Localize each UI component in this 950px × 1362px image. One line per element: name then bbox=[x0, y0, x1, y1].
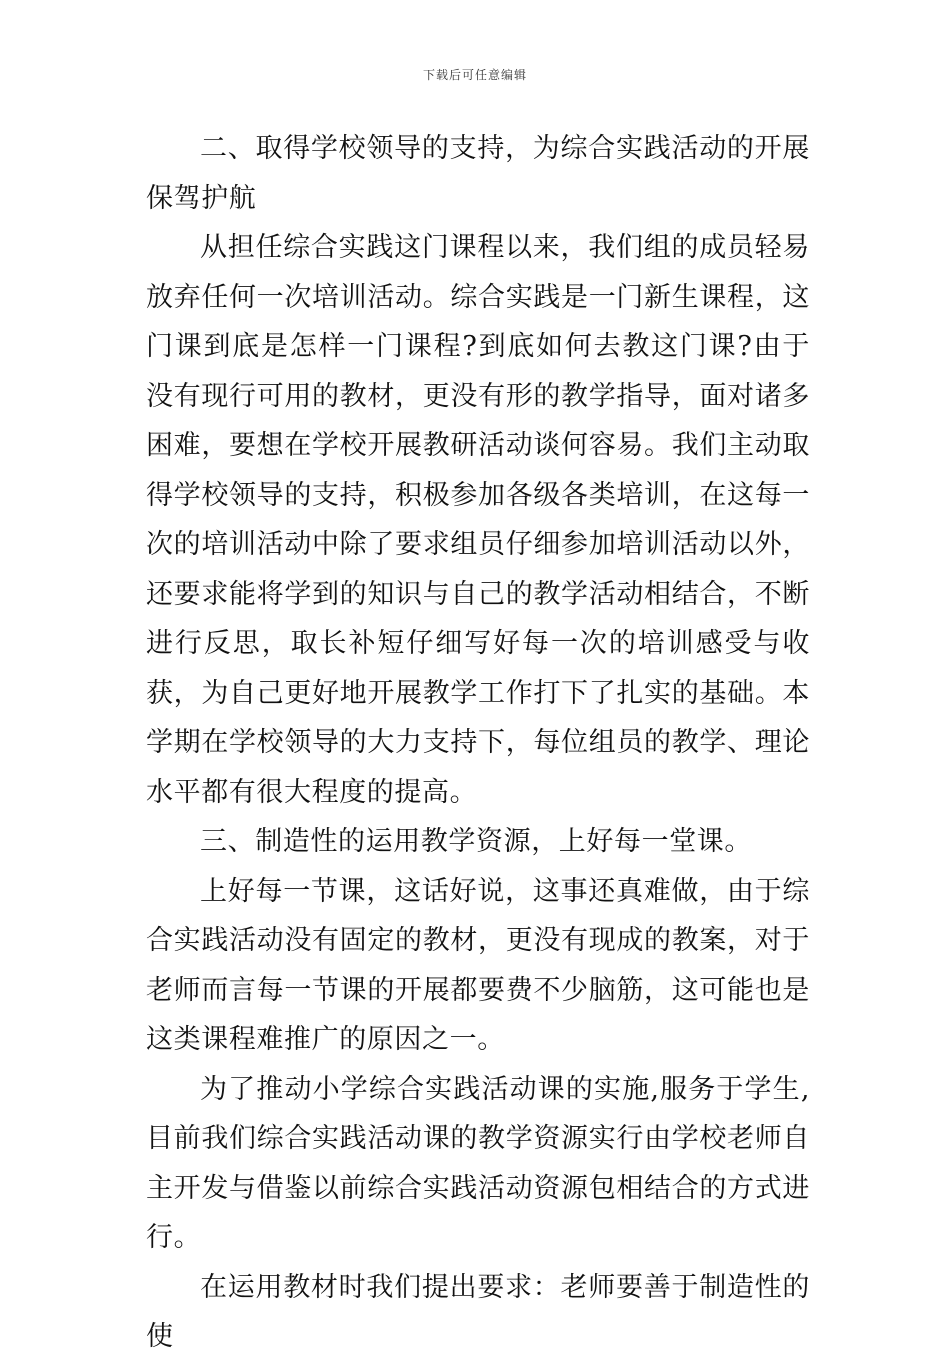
body-paragraph: 上好每一节课，这话好说，这事还真难做，由于综合实践活动没有固定的教材，更没有现成的教案，对于老师而言每一节课的开展都要费不少脑筋，这可能也是这类课程难推广的原因之一。 bbox=[146, 875, 810, 1055]
document-body bbox=[146, 124, 810, 1362]
body-paragraph: 在运用教材时我们提出要求：老师要善于制造性的使 bbox=[146, 1271, 810, 1352]
page-header-note: 下载后可任意编辑 bbox=[422, 68, 527, 82]
section-heading-2: 二、取得学校领导的支持，为综合实践活动的开展保驾护航 bbox=[146, 133, 810, 214]
body-paragraph: 从担任综合实践这门课程以来，我们组的成员轻易放弃任何一次培训活动。综合实践是一门新生课程，这门课到底是怎样一门课程?到底如何去教这门课?由于没有现行可用的教材，更没有形的教学指导，面对诸多困难，要想在学校开展教研活动谈何容易。我们主动取得学校领导的支持，积极参加各级各类培训，在这每一次的培训活动中除了要求组员仔细参加培训活动以外，还要求能将学到的知识与自己的教学活动相结合，不断进行反思，取长补短仔细写好每一次的培训感受与收获，为自己更好地开展教学工作打下了扎实的基础。本学期在学校领导的大力支持下，每位组员的教学、理论水平都有很大程度的提高。 bbox=[146, 232, 810, 808]
section-heading-3: 三、制造性的运用教学资源，上好每一堂课。 bbox=[200, 826, 752, 857]
body-paragraph: 为了推动小学综合实践活动课的实施,服务于学生,目前我们综合实践活动课的教学资源实行由学校老师自主开发与借鉴以前综合实践活动资源包相结合的方式进行。 bbox=[146, 1073, 810, 1253]
